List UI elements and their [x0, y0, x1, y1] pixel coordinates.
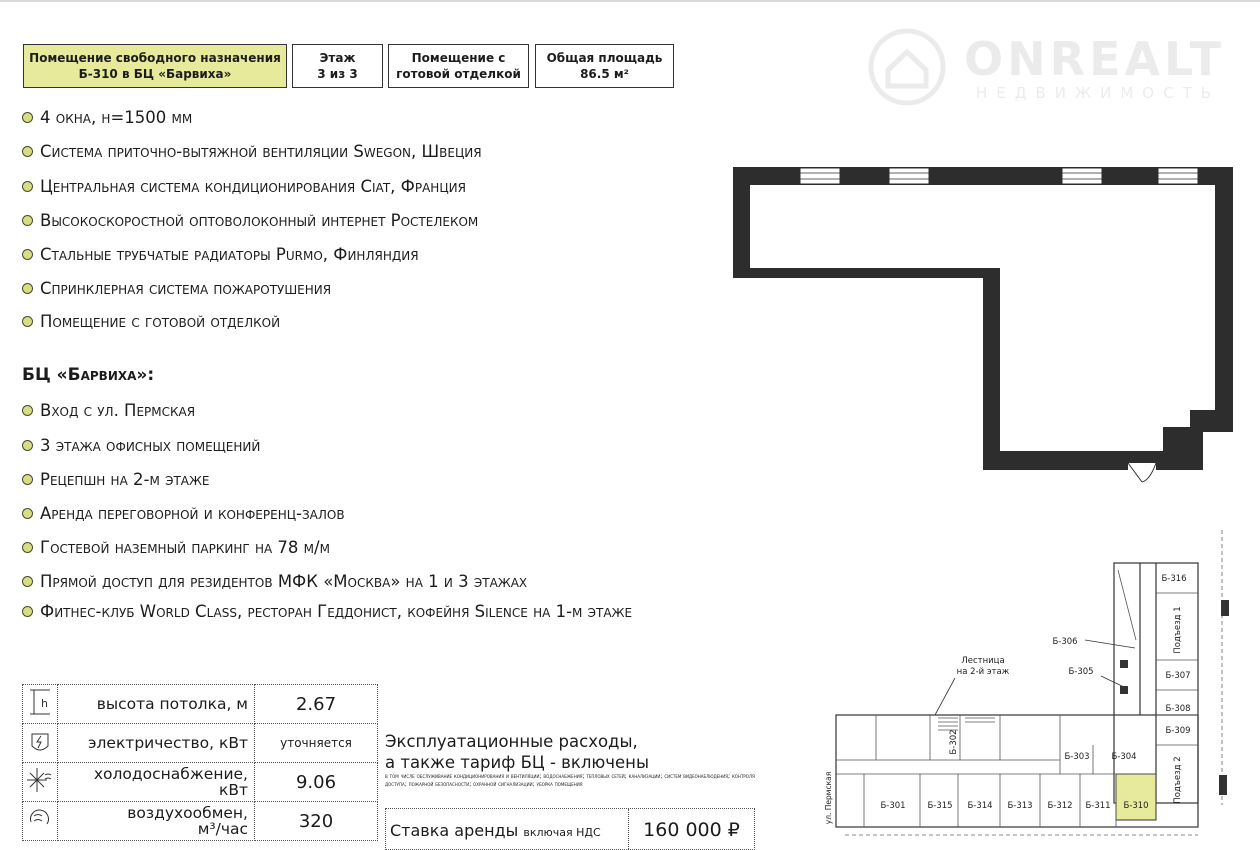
- floor-box: [292, 44, 383, 88]
- unit-label: Б-313: [1007, 801, 1033, 811]
- bc-feature-item: 3 этажа офисных помещений: [22, 434, 260, 456]
- entrance-label: Подъезд 1: [1173, 606, 1183, 654]
- bullet-icon: [22, 283, 33, 294]
- site-plan: [820, 520, 1260, 838]
- bullet-icon: [22, 249, 33, 260]
- svg-text:h: h: [41, 697, 48, 710]
- bullet-icon: [22, 576, 33, 587]
- bullet-icon: [22, 316, 33, 327]
- unit-label: Б-309: [1165, 726, 1191, 736]
- watermark-sub: НЕДВИЖИМОСТЬ: [976, 84, 1221, 102]
- spec-label: воздухообмен, м³/час: [58, 802, 255, 841]
- table-row: [23, 685, 378, 724]
- spec-label: холодоснабжение, кВт: [58, 763, 255, 802]
- highlighted-unit: [1116, 774, 1156, 820]
- expenses-title: Эксплуатационные расходы, а также тариф БЦ - включены: [385, 732, 649, 772]
- bullet-icon: [22, 405, 33, 416]
- finish-line-1: Помещение с: [411, 51, 506, 65]
- feature-item: 4 окна, н=1500 мм: [22, 106, 192, 128]
- entrance-label: Подъезд 2: [1173, 756, 1183, 804]
- watermark-logo: [864, 26, 1234, 108]
- spec-value: уточняется: [255, 724, 378, 763]
- unit-label: Б-312: [1047, 801, 1073, 811]
- table-row: [23, 802, 378, 841]
- title-line-1: Помещение свободного назначения: [29, 51, 281, 65]
- unit-label: Б-304: [1111, 752, 1137, 762]
- bc-feature-item: Фитнес-клуб World Class, ресторан Геддонист, кофейня Silence на 1-м этаже: [22, 600, 632, 622]
- table-row: [23, 724, 378, 763]
- door-icon: [1128, 463, 1156, 482]
- feature-item: Спринклерная система пожаротушения: [22, 277, 331, 299]
- unit-label: Б-306: [1052, 637, 1078, 647]
- title-line-2: Б-310 в БЦ «Барвиха»: [78, 67, 232, 81]
- bc-feature-item: Гостевой наземный паркинг на 78 м/м: [22, 536, 330, 558]
- bc-heading: БЦ «Барвиха»:: [22, 365, 155, 385]
- unit-label: Б-316: [1161, 574, 1187, 584]
- bc-feature-item: Аренда переговорной и конференц-залов: [22, 502, 345, 524]
- spec-label: электричество, кВт: [58, 724, 255, 763]
- table-row: [23, 763, 378, 802]
- unit-label: Б-303: [1064, 752, 1090, 762]
- spec-value: 9.06: [255, 763, 378, 802]
- stair-label-2: на 2-й этаж: [956, 667, 1010, 677]
- expenses-note: в том числе обслуживание кондиционирования и вентиляции; водоснабжения; тепловых сетей; канализации; систем видеонаблюдения; контроля доступа; пожарной безопасности; охранной сигнализации; уборка помещения: [385, 773, 755, 788]
- bc-feature-item: Прямой доступ для резидентов МФК «Москва» на 1 и 3 этажах: [22, 570, 527, 592]
- unit-label: Б-311: [1085, 801, 1111, 811]
- feature-item: Помещение с готовой отделкой: [22, 310, 280, 332]
- bullet-icon: [22, 474, 33, 485]
- unit-label: Б-315: [927, 801, 953, 811]
- area-label: Общая площадь: [546, 51, 663, 65]
- unit-label: Б-302: [949, 729, 959, 755]
- bc-feature-item: Рецепшн на 2-м этаже: [22, 468, 210, 490]
- area-value: 86.5 м²: [580, 67, 629, 81]
- rent-label: Ставка аренды включая НДС: [386, 809, 629, 849]
- bullet-icon: [22, 542, 33, 553]
- finish-line-2: готовой отделкой: [396, 67, 521, 81]
- feature-item: Высокоскоростной оптоволоконный интернет Ростелеком: [22, 209, 478, 231]
- ceiling-height-icon: [23, 685, 58, 724]
- specs-table: [22, 684, 378, 841]
- area-box: [535, 44, 674, 88]
- title-box: [23, 44, 287, 88]
- bullet-icon: [22, 181, 33, 192]
- bullet-icon: [22, 112, 33, 123]
- spec-value: 320: [255, 802, 378, 841]
- finish-box: [388, 44, 529, 88]
- bullet-icon: [22, 606, 33, 617]
- bullet-icon: [22, 215, 33, 226]
- unit-label: Б-314: [967, 801, 993, 811]
- stairs-icon: [938, 718, 995, 730]
- stair-label-1: Лестница: [961, 656, 1005, 666]
- house-pin-icon: [868, 28, 946, 106]
- feature-item: Стальные трубчатые радиаторы Purmo, Финляндия: [22, 243, 419, 265]
- air-exchange-icon: [23, 802, 58, 841]
- watermark-brand: ONREALT: [964, 32, 1226, 86]
- spec-label: высота потолка, м: [58, 685, 255, 724]
- floor-value: 3 из 3: [317, 67, 358, 81]
- floor-label: Этаж: [319, 51, 356, 65]
- unit-label: Б-307: [1165, 671, 1191, 681]
- spec-value: 2.67: [255, 685, 378, 724]
- unit-label: Б-308: [1165, 704, 1191, 714]
- rent-value: 160 000 ₽: [643, 819, 740, 841]
- feature-item: Система приточно-вытяжной вентиляции Swegon, Швеция: [22, 140, 482, 162]
- unit-label: Б-305: [1068, 667, 1094, 677]
- cooling-icon: [23, 763, 58, 802]
- rent-row: [385, 808, 755, 850]
- top-divider: [0, 0, 1260, 2]
- unit-label: Б-301: [880, 801, 906, 811]
- feature-item: Центральная система кондиционирования Ciat, Франция: [22, 175, 466, 197]
- electricity-icon: [23, 724, 58, 763]
- bullet-icon: [22, 508, 33, 519]
- bc-feature-item: Вход с ул. Пермская: [22, 399, 195, 421]
- unit-label-highlight: Б-310: [1123, 801, 1149, 811]
- unit-floor-plan: [725, 160, 1245, 490]
- street-label: ул. Пермская: [824, 771, 833, 825]
- bullet-icon: [22, 146, 33, 157]
- bullet-icon: [22, 440, 33, 451]
